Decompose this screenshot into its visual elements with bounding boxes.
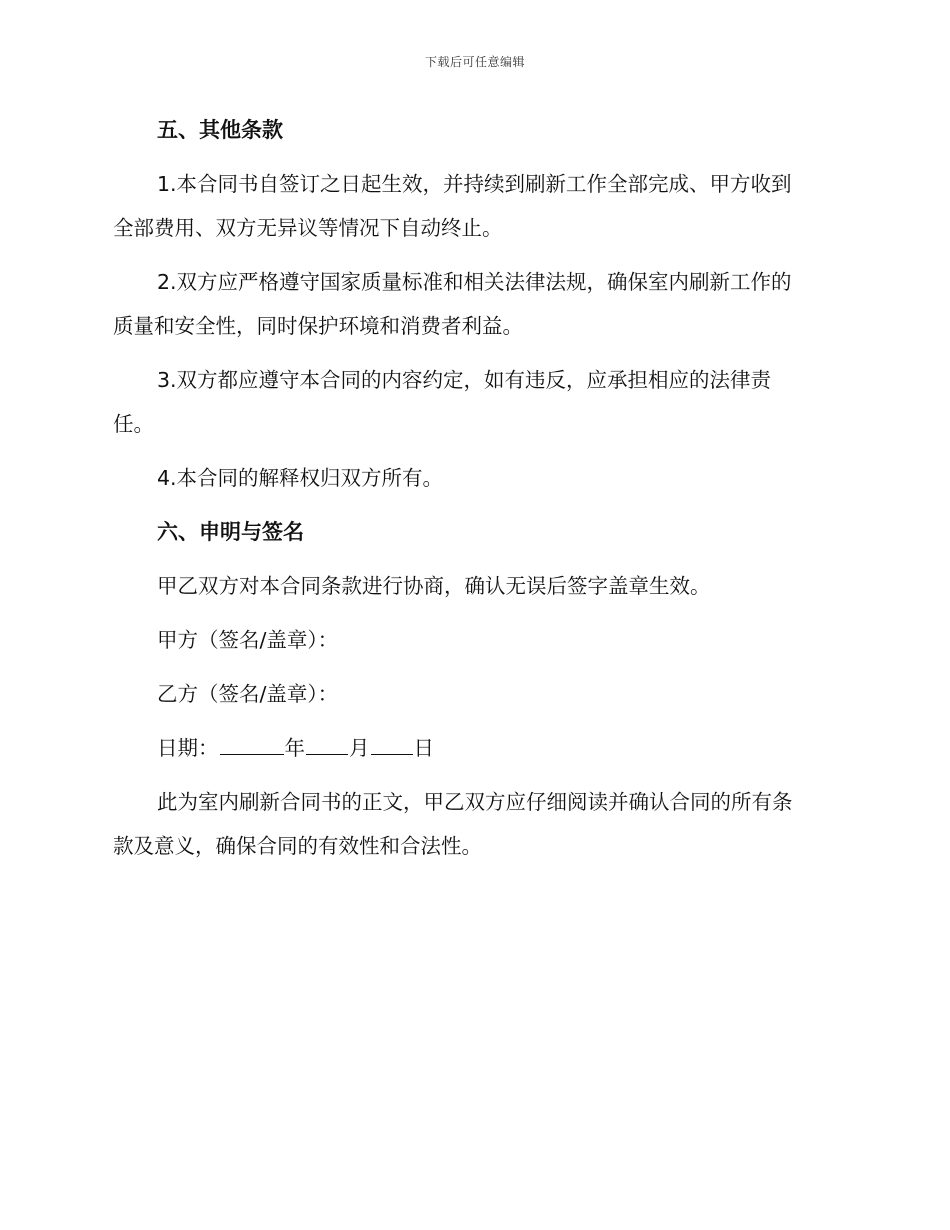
declaration-statement: 甲乙双方对本合同条款进行协商，确认无误后签字盖章生效。: [157, 574, 711, 598]
page-header-note: 下载后可任意编辑: [424, 55, 525, 69]
month-blank: [306, 734, 348, 756]
section-heading-declaration: 六、申明与签名: [157, 520, 304, 544]
clause-2-line-2: 质量和安全性，同时保护环境和消费者利益。: [113, 314, 523, 338]
closing-paragraph: [113, 780, 838, 868]
closing-line-2: 款及意义，确保合同的有效性和合法性。: [113, 834, 482, 858]
date-line: [113, 726, 838, 770]
year-blank: [220, 734, 284, 756]
clause-4: 4.本合同的解释权归双方所有。: [157, 466, 444, 490]
day-blank: [371, 734, 413, 756]
party-b-signature: 乙方（签名/盖章）：: [157, 682, 339, 706]
clause-2-line-1: 2.双方应严格遵守国家质量标准和相关法律法规，确保室内刷新工作的: [157, 270, 792, 294]
day-label: 日: [413, 736, 434, 760]
clause-1-line-1: 1.本合同书自签订之日起生效，并持续到刷新工作全部完成、甲方收到: [157, 172, 792, 196]
clause-2: [113, 260, 838, 348]
year-label: 年: [284, 736, 305, 760]
closing-line-1: 此为室内刷新合同书的正文，甲乙双方应仔细阅读并确认合同的所有条: [157, 790, 793, 814]
clause-3: [113, 358, 838, 446]
party-a-signature: 甲方（签名/盖章）：: [157, 628, 339, 652]
clause-1: [113, 162, 838, 250]
document-body: [113, 108, 838, 878]
clause-1-line-2: 全部费用、双方无异议等情况下自动终止。: [113, 216, 503, 240]
clause-3-line-2: 任。: [113, 412, 154, 436]
clause-3-line-1: 3.双方都应遵守本合同的内容约定，如有违反，应承担相应的法律责: [157, 368, 772, 392]
month-label: 月: [349, 736, 370, 760]
section-heading-other-terms: 五、其他条款: [157, 118, 283, 142]
date-label: 日期：: [157, 736, 219, 760]
